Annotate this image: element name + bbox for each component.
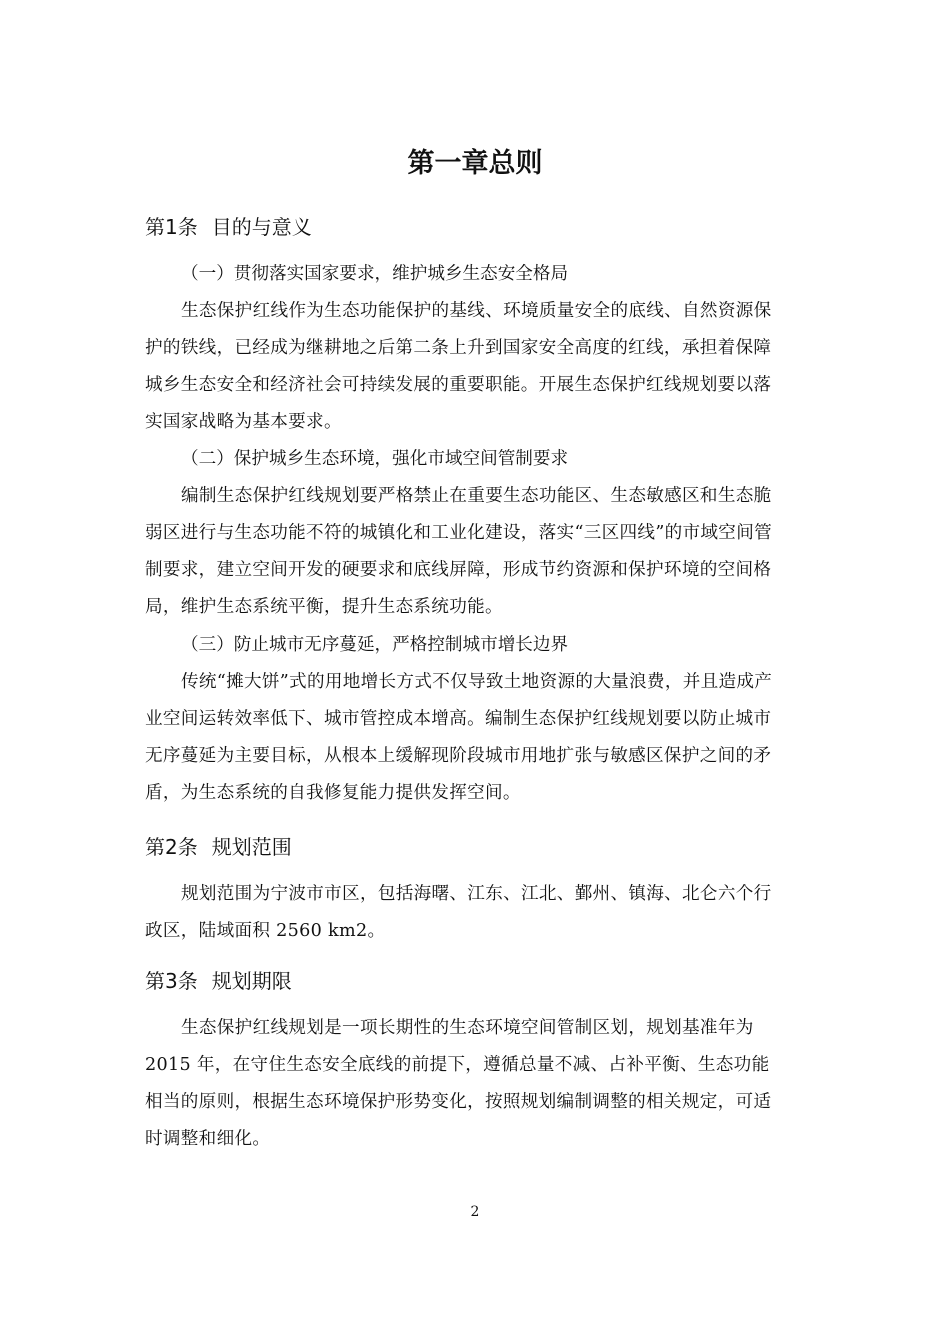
paragraph-line: 规划范围为宁波市市区，包括海曙、江东、江北、鄞州、镇海、北仑六个行 bbox=[181, 884, 772, 904]
paragraph-line: 实国家战略为基本要求。 bbox=[145, 412, 342, 432]
article-2-heading bbox=[145, 832, 292, 862]
paragraph-line: 2015 年，在守住生态安全底线的前提下，遵循总量不减、占补平衡、生态功能 bbox=[145, 1055, 770, 1075]
paragraph-line: 盾，为生态系统的自我修复能力提供发挥空间。 bbox=[145, 783, 521, 803]
paragraph-line: 时调整和细化。 bbox=[145, 1129, 271, 1149]
paragraph-line: 政区，陆域面积 2560 km2。 bbox=[145, 921, 386, 941]
article-1-number: 第1条 bbox=[145, 215, 198, 239]
paragraph-line: 护的铁线，已经成为继耕地之后第二条上升到国家安全高度的红线，承担着保障 bbox=[145, 338, 772, 358]
paragraph-line: 弱区进行与生态功能不符的城镇化和工业化建设，落实“三区四线”的市域空间管 bbox=[145, 523, 772, 543]
article-3-title: 规划期限 bbox=[211, 969, 292, 993]
paragraph-line: 相当的原则，根据生态环境保护形势变化，按照规划编制调整的相关规定，可适 bbox=[145, 1092, 772, 1112]
chapter-title: 第一章总则 bbox=[407, 148, 543, 179]
article-2-title: 规划范围 bbox=[211, 835, 292, 859]
paragraph-line: 编制生态保护红线规划要严格禁止在重要生态功能区、生态敏感区和生态脆 bbox=[181, 486, 772, 506]
paragraph-line: 城乡生态安全和经济社会可持续发展的重要职能。开展生态保护红线规划要以落 bbox=[145, 375, 772, 395]
paragraph-line: 业空间运转效率低下、城市管控成本增高。编制生态保护红线规划要以防止城市 bbox=[145, 709, 772, 729]
article-1-paragraph-3 bbox=[145, 664, 817, 812]
article-1-paragraph-2 bbox=[145, 478, 817, 626]
paragraph-line: 制要求，建立空间开发的硬要求和底线屏障，形成节约资源和保护环境的空间格 bbox=[145, 560, 772, 580]
article-3-heading bbox=[145, 966, 292, 996]
article-1-subheading-1: （一）贯彻落实国家要求，维护城乡生态安全格局 bbox=[181, 264, 569, 284]
article-1-heading bbox=[145, 212, 312, 242]
article-2-paragraph bbox=[145, 876, 817, 950]
article-1-paragraph-1 bbox=[145, 293, 817, 441]
article-1-subheading-3: （三）防止城市无序蔓延，严格控制城市增长边界 bbox=[181, 635, 569, 655]
page-number: 2 bbox=[470, 1204, 480, 1220]
paragraph-line: 局，维护生态系统平衡，提升生态系统功能。 bbox=[145, 597, 503, 617]
article-1-subheading-2: （二）保护城乡生态环境，强化市域空间管制要求 bbox=[181, 449, 569, 469]
paragraph-line: 无序蔓延为主要目标，从根本上缓解现阶段城市用地扩张与敏感区保护之间的矛 bbox=[145, 746, 772, 766]
article-2-number: 第2条 bbox=[145, 835, 198, 859]
article-1-title: 目的与意义 bbox=[211, 215, 312, 239]
article-3-number: 第3条 bbox=[145, 969, 198, 993]
article-3-paragraph bbox=[145, 1010, 817, 1158]
paragraph-line: 传统“摊大饼”式的用地增长方式不仅导致土地资源的大量浪费，并且造成产 bbox=[181, 672, 773, 692]
paragraph-line: 生态保护红线作为生态功能保护的基线、环境质量安全的底线、自然资源保 bbox=[181, 301, 772, 321]
paragraph-line: 生态保护红线规划是一项长期性的生态环境空间管制区划，规划基准年为 bbox=[181, 1018, 754, 1038]
